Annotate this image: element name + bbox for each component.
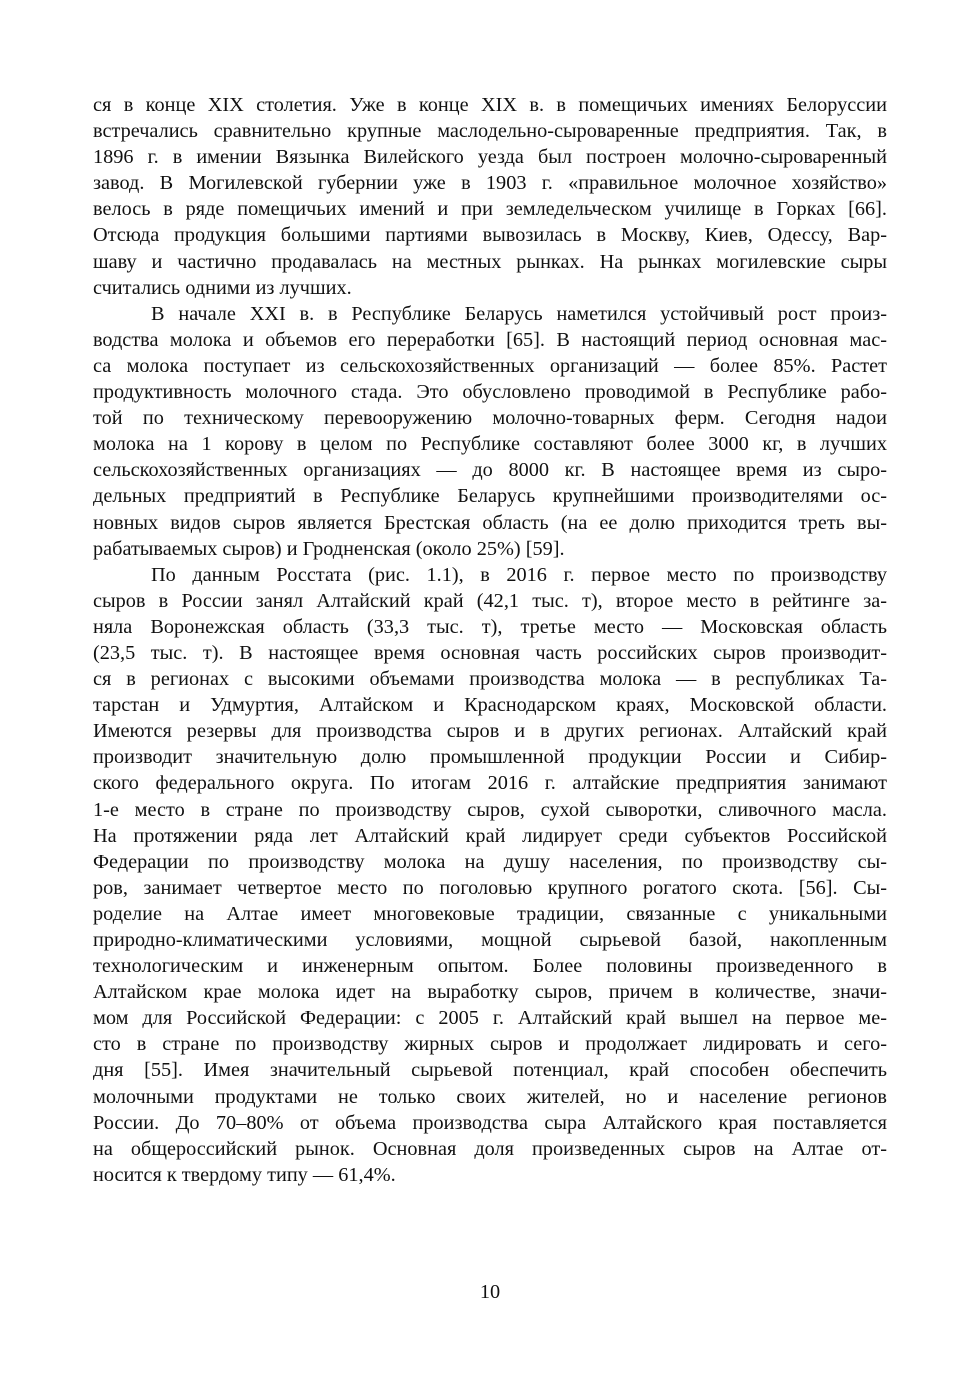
text-line: молочными продуктами не только своих жителей, но и население регионов xyxy=(93,1085,887,1108)
text-line: мом для Российской Федерации: с 2005 г. Алтайский край вышел на первое ме- xyxy=(93,1007,887,1030)
document-body xyxy=(93,92,887,1188)
text-line: В начале XXI в. в Республике Беларусь наметился устойчивый рост произ- xyxy=(151,302,887,325)
text-line: (23,5 тыс. т). В настоящее время основная часть российских сыров производит- xyxy=(93,641,887,664)
text-line: тарстан и Удмуртия, Алтайском и Краснодарском краях, Московской области. xyxy=(93,694,887,717)
text-line: Отсюда продукция большими партиями вывозилась в Москву, Киев, Одессу, Вар- xyxy=(93,224,887,247)
text-line: считались одними из лучших. xyxy=(93,276,352,299)
text-line: 1-е место в стране по производству сыров, сухой сыворотки, сливочного масла. xyxy=(93,798,887,821)
text-line: Имеются резервы для производства сыров и в других регионах. Алтайский край xyxy=(93,720,887,743)
text-line: природно-климатическими условиями, мощной сырьевой базой, накопленным xyxy=(93,929,887,951)
text-line: рабатываемых сыров) и Гродненская (около 25%) [59]. xyxy=(93,537,565,560)
text-line: дня [55]. Имея значительный сырьевой потенциал, край способен обеспечить xyxy=(93,1059,887,1082)
text-line: ся в регионах с высокими объемами производства молока — в республиках Та- xyxy=(93,668,887,691)
text-line: 1896 г. в имении Вязынка Вилейского уезда был построен молочно-сыроваренный xyxy=(93,146,887,169)
text-line: Алтайском крае молока идет на выработку сыров, причем в количестве, значи- xyxy=(93,981,887,1004)
text-line: водства молока и объемов его переработки [65]. В настоящий период основная мас- xyxy=(93,328,887,351)
text-line: На протяжении ряда лет Алтайский край лидирует среди субъектов Российской xyxy=(93,824,887,847)
text-line: ского федерального округа. По итогам 2016 г. алтайские предприятия занимают xyxy=(93,772,887,795)
text-line: роделие на Алтае имеет многовековые традиции, связанные с уникальными xyxy=(93,902,887,925)
text-line: производит значительную долю промышленной продукции России и Сибир- xyxy=(93,746,887,769)
text-line: ся в конце XIX столетия. Уже в конце XIX в. в помещичьих имениях Белоруссии xyxy=(93,94,887,116)
text-line: са молока поступает из сельскохозяйственных организаций — более 85%. Растет xyxy=(93,354,887,377)
text-line: носится к твердому типу — 61,4%. xyxy=(93,1163,396,1186)
text-line: сельскохозяйственных организациях — до 8000 кг. В настоящее время из сыро- xyxy=(93,459,887,482)
paragraph-rosstat-altai xyxy=(93,562,887,1188)
text-line: дельных предприятий в Республике Беларусь крупнейшими производителями ос- xyxy=(93,485,887,508)
text-line: ров, занимает четвертое место по поголовью крупного рогатого скота. [56]. Сы- xyxy=(93,876,887,899)
text-line: той по техническому перевооружению молочно-товарных ферм. Сегодня надои xyxy=(93,407,887,430)
text-line: По данным Росстата (рис. 1.1), в 2016 г. первое место по производству xyxy=(151,563,887,586)
text-line: продуктивность молочного стада. Это обусловлено проводимой в Республике рабо- xyxy=(93,381,887,404)
text-line: технологическим и инженерным опытом. Более половины произведенного в xyxy=(93,955,887,978)
text-line: новных видов сыров является Брестская область (на ее долю приходится треть вы- xyxy=(93,511,887,534)
text-line: велось в ряде помещичьих имений и при земледельческом училище в Горках [66]. xyxy=(93,198,887,221)
text-line: на общероссийский рынок. Основная доля произведенных сыров на Алтае от- xyxy=(93,1137,887,1160)
text-line: молока на 1 корову в целом по Республике составляют более 3000 кг, в лучших xyxy=(93,433,887,456)
text-line: сыров в России занял Алтайский край (42,1 тыс. т), второе место в рейтинге за- xyxy=(93,589,887,612)
text-line: встречались сравнительно крупные маслодельно-сыроваренные предприятия. Так, в xyxy=(93,120,887,143)
text-line: завод. В Могилевской губернии уже в 1903 г. «правильное молочное хозяйство» xyxy=(93,172,887,195)
text-line: Федерации по производству молока на душу населения, по производству сы- xyxy=(93,850,887,873)
text-line: России. До 70–80% от объема производства сыра Алтайского края поставляется xyxy=(93,1111,887,1134)
text-line: шаву и частично продавалась на местных рынках. На рынках могилевские сыры xyxy=(93,250,887,273)
text-line: сто в стране по производству жирных сыров и продолжает лидировать и сего- xyxy=(93,1033,887,1056)
text-line: няла Воронежская область (33,3 тыс. т), третье место — Московская область xyxy=(93,615,887,638)
paragraph-belarus-history xyxy=(93,92,887,301)
paragraph-belarus-21st-century xyxy=(93,301,887,562)
page-number: 10 xyxy=(479,1281,501,1303)
